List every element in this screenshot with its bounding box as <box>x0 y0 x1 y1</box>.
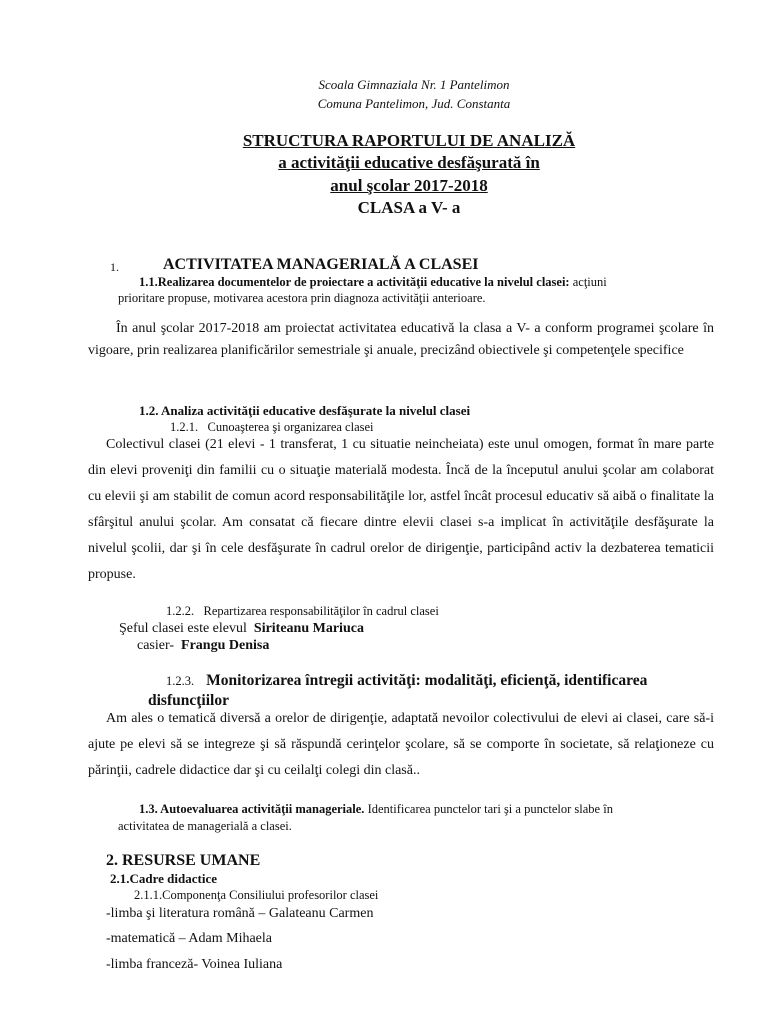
subsection-1-2-2 <box>166 604 439 619</box>
subsection-2-1-1: 2.1.1.Componenţa Consiliului profesorilor clasei <box>134 888 379 902</box>
subsection-2-1: 2.1.Cadre didactice <box>110 871 217 886</box>
subsection-1-2: 1.2. Analiza activităţii educative desfăşurate la nivelul clasei <box>139 403 471 418</box>
title-line-2: a activităţii educative desfăşurată în <box>278 153 540 172</box>
subsection-1-3-title: 1.3. Autoevaluarea activităţii manageriale. <box>139 802 365 816</box>
subsection-1-2-3 <box>166 672 714 690</box>
teacher-franceza: -limba franceză- Voinea Iuliana <box>106 957 283 972</box>
teacher-romana: -limba şi literatura română – Galateanu Carmen <box>106 906 374 921</box>
sef-clasa-name: Siriteanu Mariuca <box>253 621 364 636</box>
subsection-1-2-3-title-line-2: disfuncţiilor <box>148 692 229 709</box>
subsection-1-2-1-number: 1.2.1. <box>170 420 199 434</box>
subsection-1-2-2-title: Repartizarea responsabilităţilor în cadrul clasei <box>203 604 439 618</box>
subsection-1-1-line-2: prioritare propuse, motivarea acestora prin diagnoza activităţii anterioare. <box>118 291 486 305</box>
subsection-1-1-title: 1.1.Realizarea documentelor de proiectare a activităţii educative la nivelul clasei: <box>139 275 570 289</box>
title-line-4: CLASA a V- a <box>357 198 461 217</box>
paragraph-colectiv: Colectivul clasei (21 elevi - 1 transferat, 1 cu situatie neincheiata) este unul omogen, format în mare parte din elevi proveniţi din familii cu o situaţie materială modesta. Încă de la începutul anului şcolar am colaborat cu elevii şi am stabilit de comun acord responsabilităţile lor, astfel încât procesul educativ să aibă o finalitate la sfârşitul anului şcolar. Am consatat că fiecare dintre elevii clasei s-a implicat în activităţile desfăşurate la nivelul şcolii, dar şi în cele desfăşurate în cadrul orelor de dirigenţie, participând activ la dezbaterea tematicii propuse. <box>88 437 714 582</box>
subsection-1-2-1-title: Cunoaşterea şi organizarea clasei <box>207 420 374 434</box>
school-name: Scoala Gimnaziala Nr. 1 Pantelimon <box>318 77 510 92</box>
subsection-1-2-3-number: 1.2.3. <box>166 674 195 688</box>
section-1-number: 1. <box>110 260 119 274</box>
sef-clasa-line <box>119 621 364 637</box>
subsection-1-3-tail: Identificarea punctelor tari şi a punctelor slabe în <box>364 802 613 816</box>
paragraph-proiectare: În anul şcolar 2017-2018 am proiectat activitatea educativă la clasa a V- a conform programei şcolare în vigoare, prin realizarea planificărilor semestriale şi anuale, precizând obiectivele şi competenţele specifice <box>88 321 714 358</box>
subsection-1-3-line-2: activitatea de managerială a clasei. <box>118 819 292 833</box>
casier-label: casier- <box>137 638 175 653</box>
casier-name: Frangu Denisa <box>181 638 270 653</box>
title-line-1: STRUCTURA RAPORTULUI DE ANALIZĂ <box>242 131 576 150</box>
section-2-heading: 2. RESURSE UMANE <box>106 852 261 869</box>
paragraph-tematica: Am ales o tematică diversă a orelor de dirigenţie, adaptată nevoilor colectivului de elevi ai clasei, care să-i ajute pe elevi să se integreze şi să răspundă cerinţelor şcolare, să se comporte în societate, să relaţioneze cu părinţii, cadrele didactice dar şi cu ceilalţi colegi din clasă.. <box>88 711 714 778</box>
subsection-1-1 <box>139 275 607 290</box>
sef-clasa-label: Şeful clasei este elevul <box>119 621 247 636</box>
casier-line <box>137 638 269 654</box>
section-1-heading: ACTIVITATEA MANAGERIALĂ A CLASEI <box>163 256 479 273</box>
teacher-matematica: -matematică – Adam Mihaela <box>106 931 272 946</box>
subsection-1-3 <box>139 802 714 817</box>
subsection-1-2-2-number: 1.2.2. <box>166 604 195 618</box>
commune-name: Comuna Pantelimon, Jud. Constanta <box>317 96 511 111</box>
title-line-3: anul şcolar 2017-2018 <box>330 176 488 195</box>
subsection-1-2-3-title: Monitorizarea întregii activităţi: modalităţi, eficienţă, identificarea <box>206 672 648 689</box>
subsection-1-1-tail: acţiuni <box>569 275 607 289</box>
